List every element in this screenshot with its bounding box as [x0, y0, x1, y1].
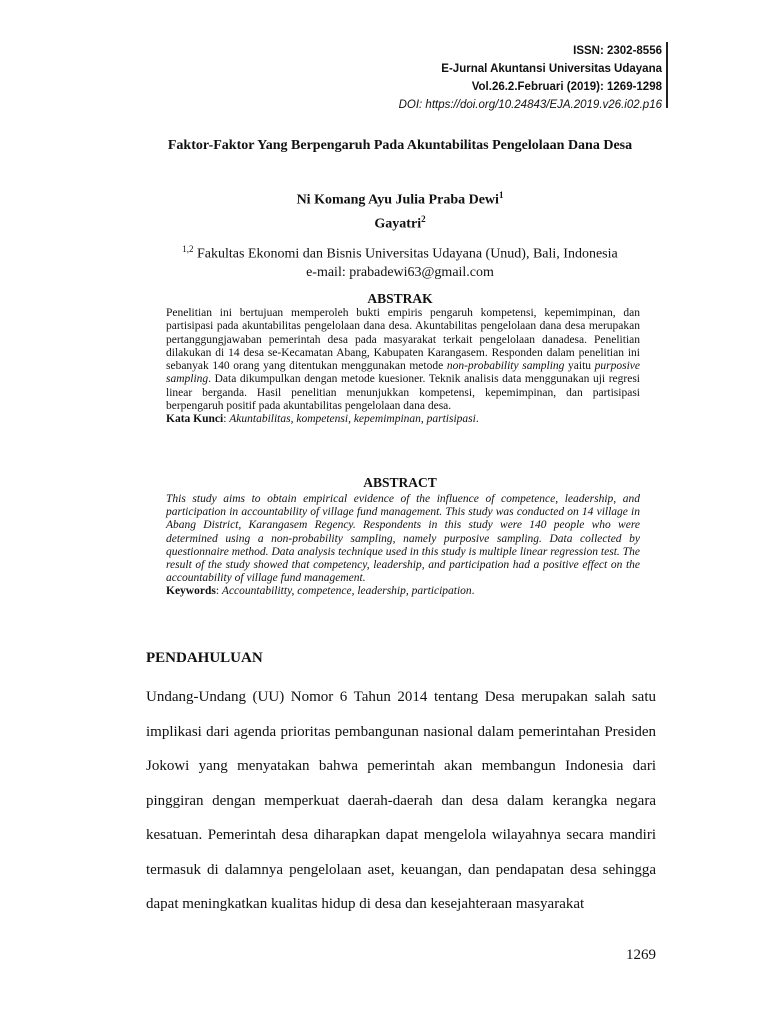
affiliation: $^{1,2}$ Fakultas Ekonomi dan Bisnis Universitas Udayana (Unud), Bali, Indonesia: [182, 244, 618, 262]
affiliation-block: [150, 240, 650, 282]
doi-link[interactable]: DOI: https://doi.org/10.24843/EJA.2019.v26.i02.p16: [398, 99, 662, 111]
abstract-keywords: Keywords: Accountabilitty, competence, leadership, participation.: [166, 585, 475, 598]
author-2: Gayatri$^2$: [374, 213, 426, 232]
journal-header: [399, 42, 662, 114]
abstract-heading: ABSTRACT: [363, 475, 437, 490]
body-paragraph: Undang-Undang (UU) Nomor 6 Tahun 2014 tentang Desa merupakan salah satu implikasi dari agenda prioritas pembangunan nasional dalam pemerintahan Presiden Jokowi yang menyatakan bahwa pemerintah akan membangun Indonesia dari pinggiran dengan memperkuat daerah-daerah dan desa dalam kerangka negara kesatuan. Pemerintah desa diharapkan dapat mengelola wilayahnya secara mandiri termasuk di dalamnya pengelolaan aset, keuangan, dan pendapatan desa sehingga dapat meningkatkan kualitas hidup di desa dan kesejahteraan masyarakat: [146, 689, 656, 912]
abstract-body: This study aims to obtain empirical evidence of the influence of competence, leadership, and participation in accountability of village fund management. This study was conducted on 14 village in Abang District, Karangasem Regency. Respondents in this study were 140 people who were determined using a non-probability sampling, namely purposive sampling. Data collected by questionnaire method. Data analysis technique used in this study is multiple linear regression test. The result of the study showed that competency, leadership, and participation had a positive effect on the accountability of village fund management. Keywords: Accountabilitty, competence, leadership, participation.: [166, 493, 640, 598]
abstrak-body: Penelitian ini bertujuan memperoleh bukti empiris pengaruh kompetensi, kepemimpinan, dan partisipasi pada akuntabilitas pengelolaan dana desa. Akuntabilitas pengelolaan dana desa merupakan pertanggungjawaban pemerintah desa pada masyarakat terkait pengelolaan danadesa. Penelitian dilakukan di 14 desa se-Kecamatan Abang, Kabupaten Karangasem. Responden dalam penelitian ini sebanyak 140 orang yang ditentukan menggunakan metode non-probability sampling yaitu purposive sampling. Data dikumpulkan dengan metode kuesioner. Teknik analisis data menggunakan uji regresi linear berganda. Hasil penelitian menunjukkan kompetensi, kepemimpinan, dan partisipasi berpengaruh positif pada akuntabilitas pengelolaan dana desa. Kata Kunci: Akuntabilitas, kompetensi, kepemimpinan, partisipasi.: [166, 307, 641, 426]
article-title: Faktor-Faktor Yang Berpengaruh Pada Akuntabilitas Pengelolaan Dana Desa: [167, 138, 633, 153]
volume-info: Vol.26.2.Februari (2019): 1269-1298: [471, 81, 662, 93]
author-1: Ni Komang Ayu Julia Praba Dewi$^1$: [296, 190, 504, 208]
header-divider: [666, 42, 668, 108]
author-block: [150, 186, 650, 233]
abstrak-heading: ABSTRAK: [367, 291, 433, 306]
abstrak-keywords: Kata Kunci: Akuntabilitas, kompetensi, kepemimpinan, partisipasi.: [166, 413, 479, 426]
page-number: 1269: [626, 947, 656, 963]
section-heading-pendahuluan: PENDAHULUAN: [146, 650, 263, 666]
author-email[interactable]: e-mail: prabadewi63@gmail.com: [306, 264, 494, 280]
issn: ISSN: 2302-8556: [573, 45, 662, 57]
journal-name: E-Jurnal Akuntansi Universitas Udayana: [441, 63, 662, 75]
